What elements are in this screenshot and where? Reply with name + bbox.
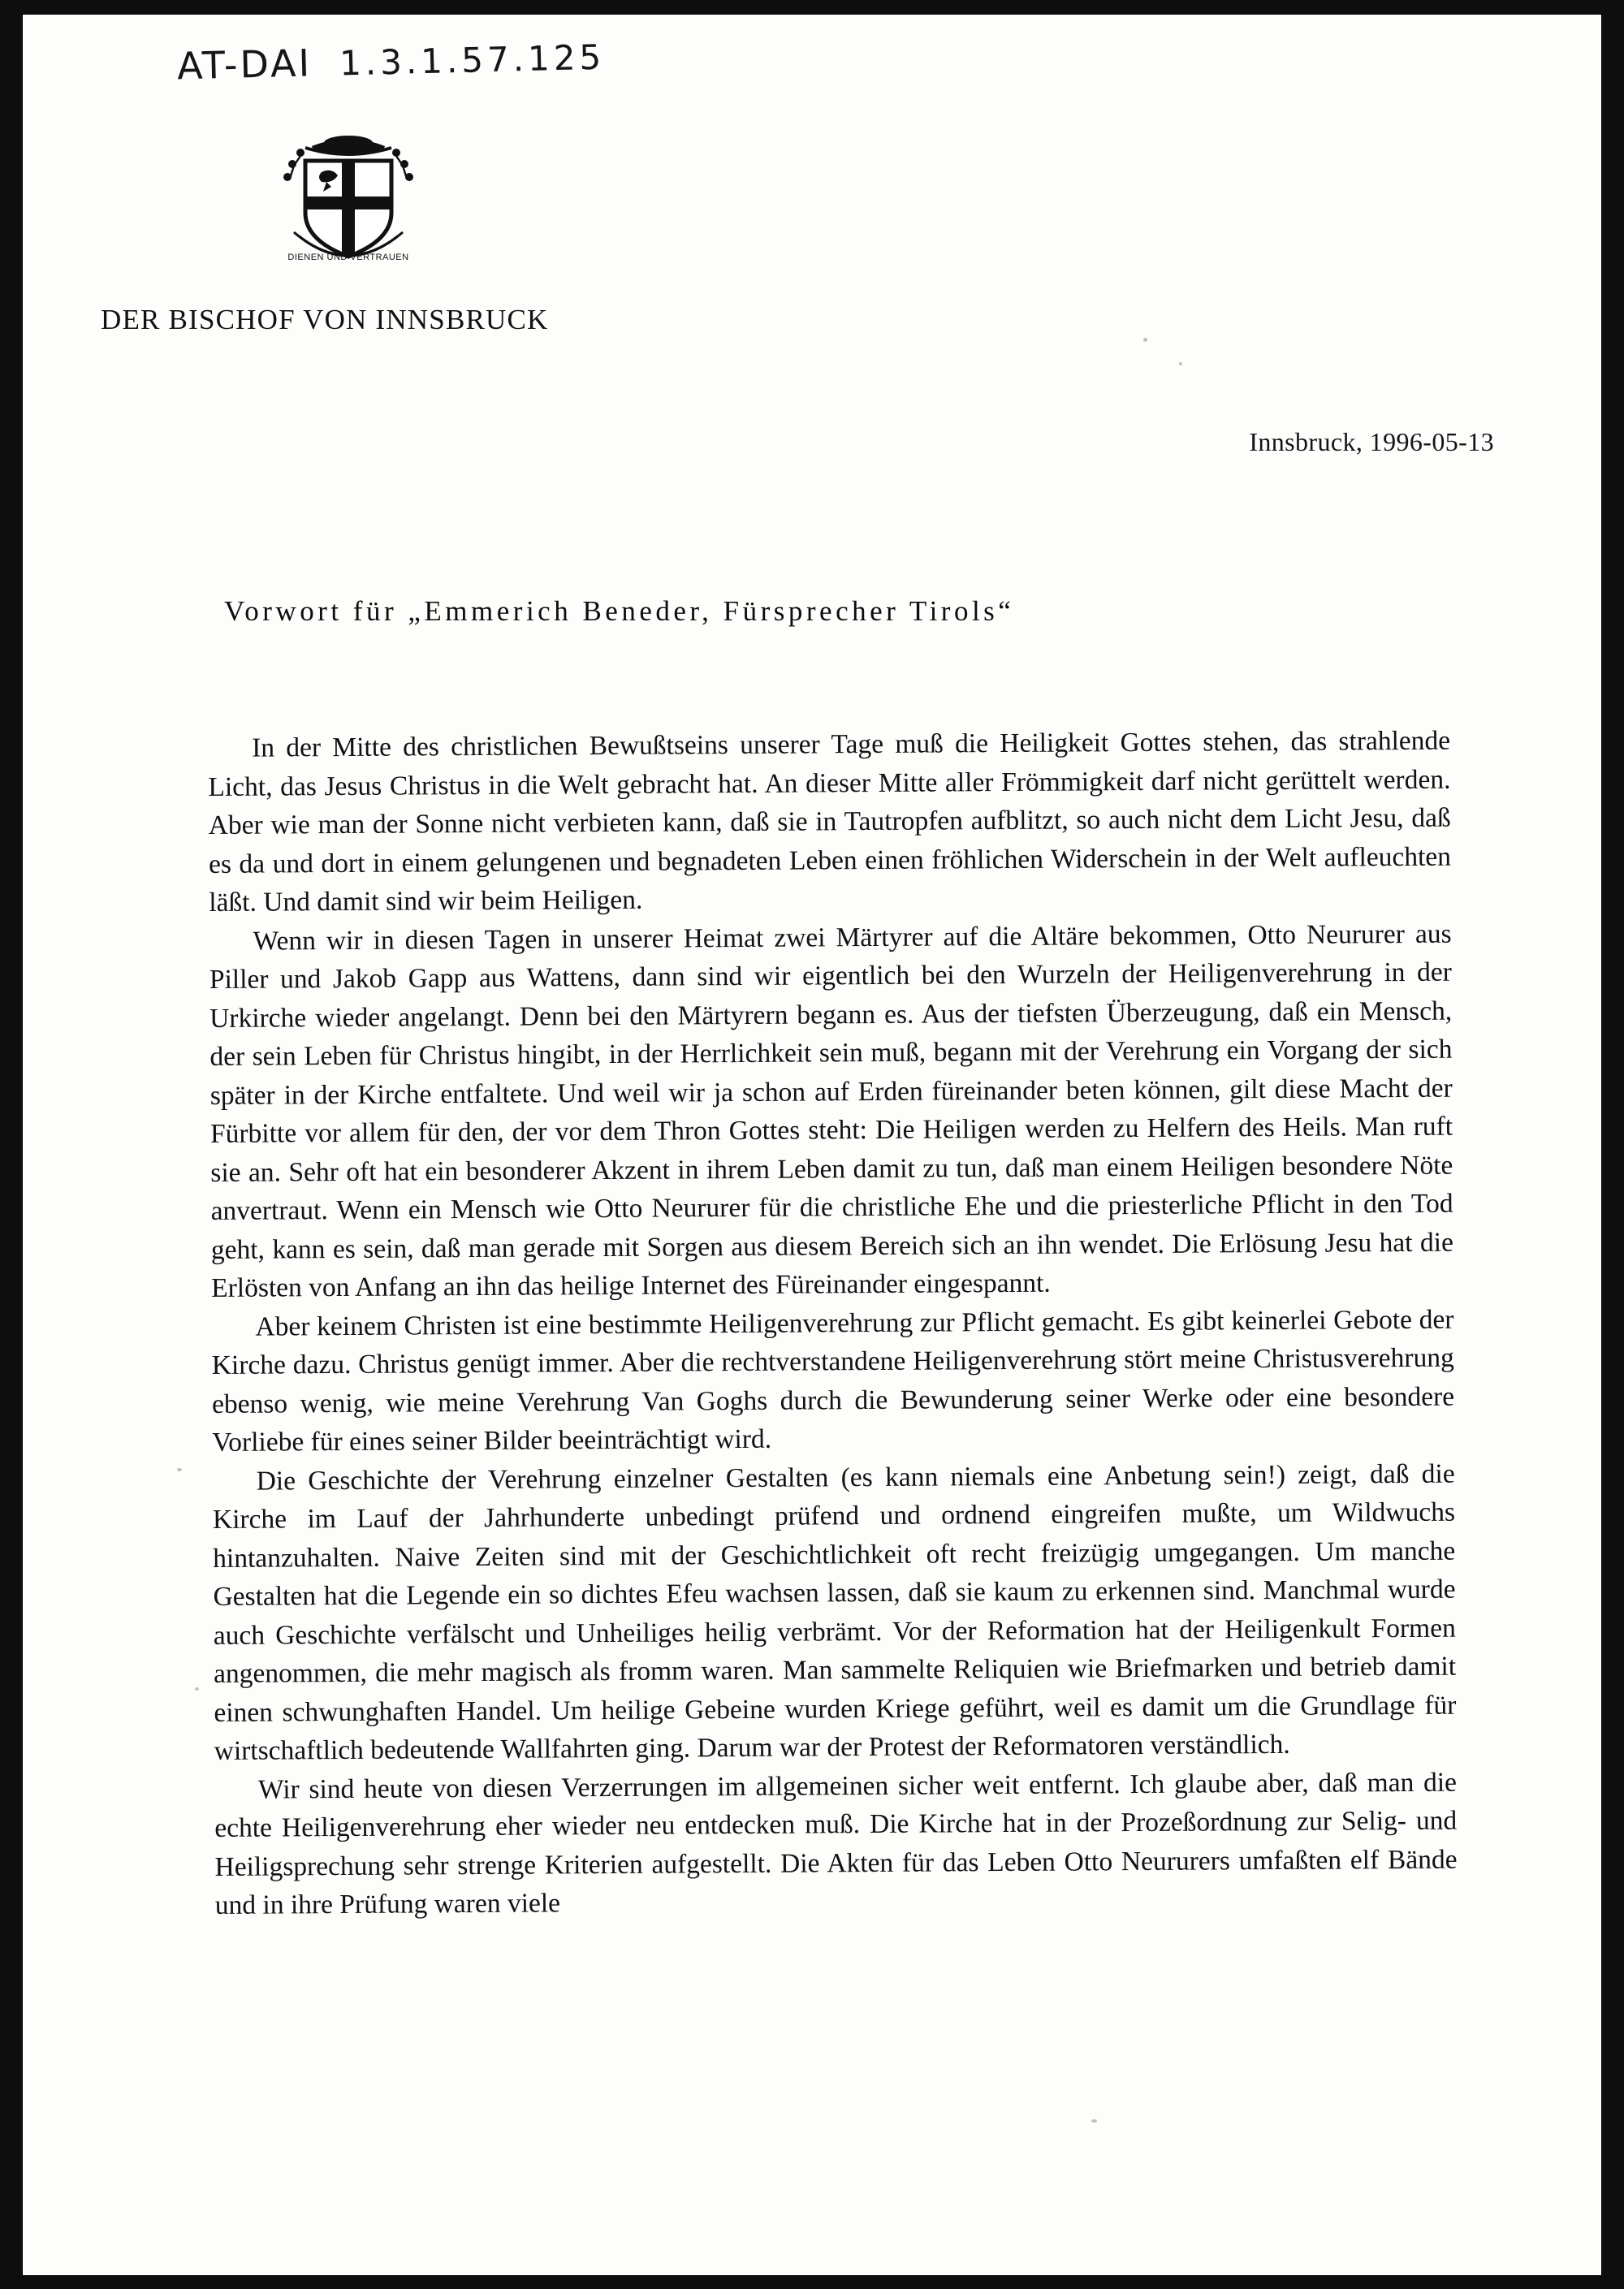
scan-speckle: [1091, 2119, 1097, 2123]
archive-signature-number: 1.3.1.57.125: [339, 37, 606, 84]
scan-speckle: [177, 1468, 182, 1471]
body-paragraph: Aber keinem Christen ist eine bestimmte Heiligenverehrung zur Pflicht gemacht. Es gibt keinerlei Gebote der Kirche dazu. Christus genügt immer. Aber die rechtverstandene Heiligenverehrung stört meine Christusverehrung ebenso wenig, wie meine Verehrung Van Goghs durch die Bewunderung seiner Werke oder eine besondere Vorliebe für eines seiner Bilder beeinträchtigt wird.: [211, 1304, 1455, 1458]
body-paragraph: Wenn wir in diesen Tagen in unserer Heimat zwei Märtyrer auf die Altäre bekommen, Otto Neururer aus Piller und Jakob Gapp aus Wattens, dann sind wir eigentlich bei den Wurzeln der Heiligenverehrung in der Urkirche wieder angelangt. Denn bei den Märtyrern begann es. Aus der tiefsten Überzeugung, daß ein Mensch, der sein Leben für Christus hingibt, in der Herrlichkeit sein muß, begann mit der Verehrung ein Vorgang der sich später in der Kirche entfaltete. Und weil wir ja schon auf Erden füreinander beten können, gilt diese Macht der Fürbitte vor allem für den, der vor dem Thron Gottes steht: Die Heiligen werden zu Helfern des Heils. Man ruft sie an. Sehr oft hat ein besonderer Akzent in ihrem Leben damit zu tun, daß man einem Heiligen besondere Nöte anvertraut. Wenn ein Mensch wie Otto Neururer für die christliche Ehe und die priesterliche Pflicht in den Tod geht, kann es sein, daß man gerade mit Sorgen aus diesem Bereich sich an ihn wendet. Die Erlösung Jesu hat die Erlösten von Anfang an ihn das heilige Internet des Füreinander eingespannt.: [209, 918, 1454, 1303]
archive-signature: [176, 34, 605, 89]
scan-speckle: [1143, 338, 1147, 342]
document-title: Vorwort für „Emmerich Beneder, Fürsprecher Tirols“: [224, 595, 1015, 627]
svg-text:DIENEN UND VERTRAUEN: DIENEN UND VERTRAUEN: [287, 253, 409, 262]
body-paragraph: In der Mitte des christlichen Bewußtseins unserer Tage muß die Heiligkeit Gottes stehen, das strahlende Licht, das Jesus Christus in die Welt gebracht hat. An dieser Mitte aller Frömmigkeit darf nicht gerüttelt werden. Aber wie man der Sonne nicht verbieten kann, daß sie in Tautropfen aufblitzt, so auch nicht dem Licht Jesu, daß es da und dort in einem gelungenen und begnadeten Leben einen fröhlichen Widerschein in der Welt aufleuchten läßt. Und damit sind wir beim Heiligen.: [208, 725, 1452, 918]
scan-speckle: [195, 1687, 199, 1691]
letterhead-title: DER BISCHOF VON INNSBRUCK: [101, 304, 549, 335]
coat-of-arms-icon: [263, 125, 434, 279]
scanned-page: [23, 15, 1601, 2275]
body-paragraph: Die Geschichte der Verehrung einzelner Gestalten (es kann niemals eine Anbetung sein!) zeigt, daß die Kirche im Lauf der Jahrhunderte unbedingt prüfend und ordnend eingreifen mußte, um Wildwuchs hintanzuhalten. Naive Zeiten sind mit der Geschichtlichkeit oft recht freizügig umgegangen. Um manche Gestalten hat die Legende ein so dichtes Efeu wachsen lassen, daß sie kaum zu erkennen sind. Manchmal wurde auch Geschichte verfälscht und Unheiliges heilig verbrämt. Vor der Reformation hat der Heiligenkult Formen angenommen, die mehr magisch als fromm waren. Man sammelte Reliquien wie Briefmarken und betrieb damit einen schwunghaften Handel. Um heilige Gebeine wurden Kriege geführt, weil es damit um die Grundlage für wirtschaftlich bedeutende Wallfahrten ging. Darum war der Protest der Reformatoren verständlich.: [212, 1458, 1457, 1766]
document-body: [208, 722, 1458, 1925]
scan-speckle: [1179, 362, 1182, 365]
body-paragraph: Wir sind heute von diesen Verzerrungen im allgemeinen sicher weit entfernt. Ich glaube aber, daß man die echte Heiligenverehrung eher wieder neu entdecken muß. Die Kirche hat in der Prozeßordnung zur Selig- und Heiligsprechung sehr strenge Kriterien aufgestellt. Die Akten für das Leben Otto Neururers umfaßten elf Bände und in ihre Prüfung waren viele: [214, 1767, 1458, 1920]
dateline: Innsbruck, 1996-05-13: [1249, 427, 1494, 456]
archive-signature-prefix: AT-DAI: [176, 41, 313, 89]
